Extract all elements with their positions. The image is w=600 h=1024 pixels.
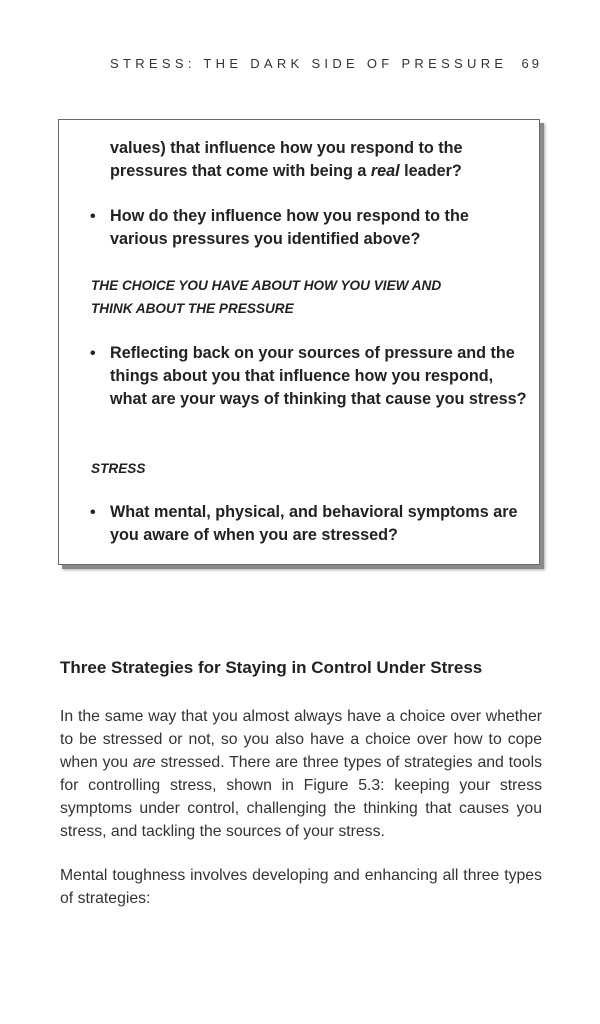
heading-choice-line-2: THINK ABOUT THE PRESSURE (91, 301, 294, 316)
bullet-marker: • (90, 345, 96, 362)
box-fragment-values: values) that influence how you respond to the pressures that come with being a real leader? (110, 139, 463, 180)
question-symptoms: What mental, physical, and behavioral symptoms are you aware of when you are stressed? (110, 503, 518, 544)
section-title: Three Strategies for Staying in Control Under Stress (60, 658, 483, 677)
body-paragraph-1: In the same way that you almost always have a choice over whether to be stressed or not, so you also have a choice over how to cope when you are stressed. There are three types of strategies and tools for controlling stress, shown in Figure 5.3: keeping your stress symptoms under control, challenging the thinking that causes you stress, and tackling the sources of your stress. (60, 708, 542, 840)
heading-stress: STRESS (91, 461, 146, 476)
exercise-box (58, 119, 540, 565)
running-head-title: STRESS: THE DARK SIDE OF PRESSURE (110, 56, 508, 71)
question-influence: How do they influence how you respond to the various pressures you identified above? (110, 207, 469, 248)
page-number: 69 (521, 56, 542, 71)
heading-choice-line-1: THE CHOICE YOU HAVE ABOUT HOW YOU VIEW AND (91, 278, 442, 293)
running-head (110, 56, 542, 71)
bullet-marker: • (90, 504, 96, 521)
question-thinking: Reflecting back on your sources of pressure and the things about you that influence how you respond, what are your ways of thinking that cause you stress? (110, 344, 527, 408)
bullet-marker: • (90, 208, 96, 225)
body-paragraph-2: Mental toughness involves developing and enhancing all three types of strategies: (60, 867, 542, 907)
